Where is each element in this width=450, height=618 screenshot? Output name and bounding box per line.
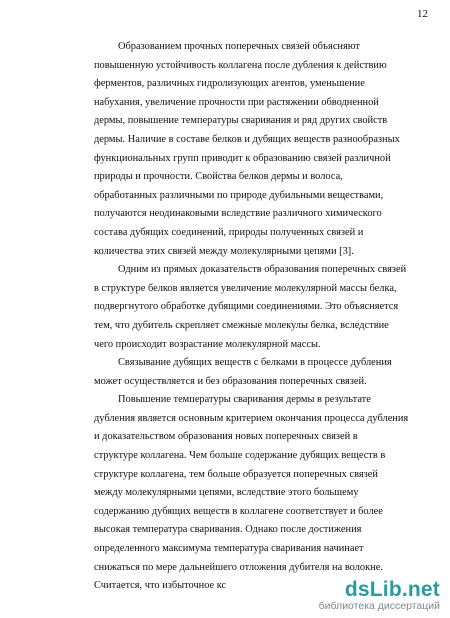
paragraph — [94, 354, 422, 391]
text-line: состава дубящих соединений, природы полученных связей и — [94, 226, 364, 238]
text-line: Одним из прямых доказательств образования поперечных связей — [118, 264, 407, 276]
text-line: Связывание дубящих веществ с белками в процессе дубления — [118, 357, 392, 369]
text-line: структуре коллагена, тем больше образуется поперечных связей — [94, 468, 378, 480]
watermark — [319, 578, 440, 612]
text-line: тем, что дубитель скрепляет смежные молекулы белка, вследствие — [94, 319, 389, 331]
text-line: ферментов, различных гидролизующих агентов, уменьшение — [94, 78, 365, 90]
paragraph — [94, 261, 422, 354]
text-line: дермы, повышение температуры сваривания и ряд других свойств — [94, 115, 388, 127]
watermark-subtitle: библиотека диссертаций — [318, 600, 440, 612]
paragraph — [94, 391, 422, 596]
text-line: снижаться по мере дальнейшего отложения дубителя на волокне. — [94, 561, 383, 573]
document-body — [94, 38, 422, 596]
text-line: подвергнутого обработке дубящими соединениями. Это объясняется — [94, 301, 399, 313]
text-line: содержанию дубящих веществ в коллагене соответствует и более — [94, 505, 383, 517]
watermark-brand: dsLib.net — [344, 578, 440, 601]
text-line: определенного максимума температура сваривания начинает — [94, 543, 364, 555]
text-line: дермы. Наличие в составе белков и дубящих веществ разнообразных — [94, 133, 400, 145]
text-line: природы и прочности. Свойства белков дермы и волоса, — [94, 171, 343, 183]
text-line: Повышение температуры сваривания дермы в результате — [118, 394, 371, 406]
text-line: высокая температура сваривания. Однако после достижения — [94, 524, 362, 536]
text-line: обработанных различными по природе дубильными веществами, — [94, 189, 384, 201]
page-number: 12 — [417, 8, 428, 20]
text-line: функциональных групп приводит к образованию связей различной — [94, 152, 391, 164]
text-line: чего происходит возрастание молекулярной массы. — [94, 338, 321, 350]
text-line: дубления является основным критерием окончания процесса дубления — [94, 412, 409, 424]
text-line: между молекулярными цепями, вследствие этого большему — [94, 487, 359, 499]
paragraph — [94, 38, 422, 261]
text-line: может осуществляется и без образования поперечных связей. — [94, 375, 367, 387]
text-line: Образованием прочных поперечных связей объясняют — [118, 41, 360, 52]
text-line: и доказательством образования новых поперечных связей в — [94, 431, 358, 443]
text-line: в структуре белков является увеличение молекулярной массы белка, — [94, 282, 397, 294]
text-line: Считается, что избыточное кс — [94, 580, 227, 592]
text-line: получаются неодинаковыми вследствие различного химического — [94, 208, 382, 220]
text-line: количества этих связей между молекулярными цепями [3]. — [94, 245, 354, 257]
text-line: набухания, увеличение прочности при растяжении обводненной — [94, 96, 379, 108]
text-line: структуре коллагена. Чем больше содержание дубящих веществ в — [94, 450, 386, 462]
text-line: повышенную устойчивость коллагена после дубления к действию — [94, 59, 387, 71]
